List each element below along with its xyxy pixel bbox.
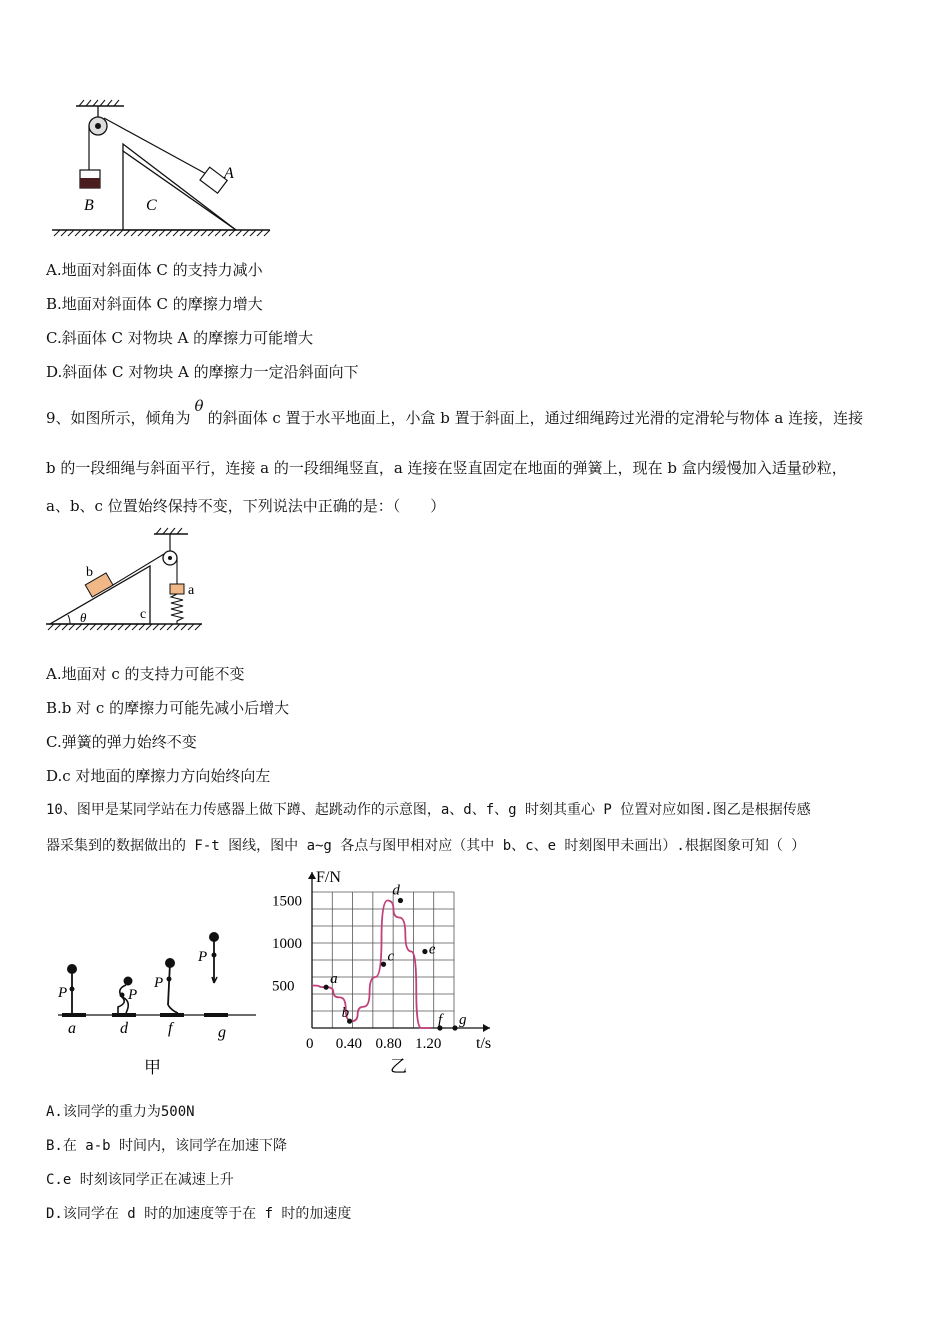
jia-p-label-d: P — [128, 987, 138, 1003]
point-label-c: c — [387, 948, 395, 965]
jia-p-label-a: P — [58, 985, 68, 1001]
q8-option-d: D.斜面体 C 对物块 A 的摩擦力一定沿斜面向下 — [46, 363, 359, 381]
fig8-label-c: C — [146, 197, 157, 214]
jia-moment-f: f — [168, 1020, 173, 1037]
point-g — [452, 1025, 457, 1030]
chart-points — [324, 883, 467, 1031]
fig9-label-b: b — [86, 565, 93, 580]
q10-stem-line-1: 10、图甲是某同学站在力传感器上做下蹲、起跳动作的示意图，a、d、f、g 时刻其重心 P 位置对应如图.图乙是根据传感 — [46, 802, 811, 818]
q8-figure — [46, 96, 276, 246]
jia-caption: 甲 — [144, 1058, 161, 1077]
y-axis-arrow — [308, 872, 316, 879]
jia-moment-g: g — [218, 1024, 226, 1041]
fig8-label-a: A — [224, 165, 234, 182]
fig-yi-chart — [266, 866, 506, 1076]
chart-ylabel: F/N — [316, 869, 341, 886]
q8-option-c: C.斜面体 C 对物块 A 的摩擦力可能增大 — [46, 329, 314, 347]
point-label-g: g — [459, 1012, 467, 1028]
point-d — [398, 898, 403, 903]
point-label-a: a — [330, 971, 338, 988]
q9-stem-line-1 — [46, 397, 864, 428]
x-tick-label: 1.20 — [415, 1036, 442, 1052]
y-tick-label: 1000 — [272, 936, 302, 952]
point-e — [422, 949, 427, 954]
q9-theta: θ — [194, 397, 204, 415]
q9-stem-1a: 9、如图所示，倾角为 — [46, 409, 191, 427]
fig8-label-b: B — [84, 197, 94, 214]
q9-stem-line-3: a、b、c 位置始终保持不变，下列说法中正确的是：（ ） — [46, 497, 446, 515]
y-tick-label: 1500 — [272, 893, 302, 910]
chart-origin: 0 — [306, 1036, 314, 1052]
q10-option-c: C.e 时刻该同学正在减速上升 — [46, 1172, 234, 1188]
fig9-label-c: c — [140, 607, 147, 622]
point-a — [324, 985, 329, 990]
x-tick-label: 0.40 — [335, 1036, 362, 1052]
fig9-label-theta: θ — [80, 610, 87, 625]
q10-option-b: B.在 a-b 时间内，该同学在加速下降 — [46, 1138, 288, 1154]
jia-p-label-g: P — [198, 949, 208, 965]
q9-figure — [46, 526, 206, 636]
q9-stem-line-2: b 的一段细绳与斜面平行，连接 a 的一段细绳竖直，a 连接在竖直固定在地面的弹簧上，现在 b 盒内缓慢加入适量砂粒， — [46, 459, 847, 477]
q10-stem-line-2: 器采集到的数据做出的 F-t 图线，图中 a~g 各点与图甲相对应（其中 b、c、e 时刻图甲未画出）.根据图象可知（ ） — [46, 838, 806, 854]
q9-option-d: D.c 对地面的摩擦力方向始终向左 — [46, 767, 271, 785]
point-label-b: b — [341, 1005, 350, 1022]
jia-moment-d: d — [120, 1020, 128, 1037]
jia-p-label-f: P — [154, 975, 164, 991]
q8-option-b: B.地面对斜面体 C 的摩擦力增大 — [46, 295, 263, 313]
x-axis-arrow — [483, 1024, 490, 1032]
point-label-d: d — [392, 882, 400, 899]
fig-jia — [56, 925, 266, 1075]
q9-stem-1b: 的斜面体 c 置于水平地面上，小盒 b 置于斜面上，通过细绳跨过光滑的定滑轮与物体 a 连接，连接 — [207, 409, 864, 427]
point-c — [381, 962, 386, 967]
q8-option-a: A.地面对斜面体 C 的支持力减小 — [46, 261, 263, 279]
point-label-e: e — [428, 941, 436, 958]
x-tick-label: 0.80 — [375, 1036, 402, 1052]
fig9-label-a: a — [188, 583, 195, 598]
q10-option-a: A.该同学的重力为500N — [46, 1104, 195, 1120]
q10-option-d: D.该同学在 d 时的加速度等于在 f 时的加速度 — [46, 1206, 352, 1222]
q9-option-b: B.b 对 c 的摩擦力可能先减小后增大 — [46, 699, 290, 717]
point-label-f: f — [437, 1012, 443, 1028]
q9-option-a: A.地面对 c 的支持力可能不变 — [46, 665, 245, 683]
chart-xlabel: t/s — [476, 1035, 492, 1052]
chart-caption: 乙 — [390, 1057, 407, 1076]
q9-option-c: C.弹簧的弹力始终不变 — [46, 733, 197, 751]
jia-moment-a: a — [68, 1020, 76, 1037]
y-tick-label: 500 — [272, 978, 295, 995]
